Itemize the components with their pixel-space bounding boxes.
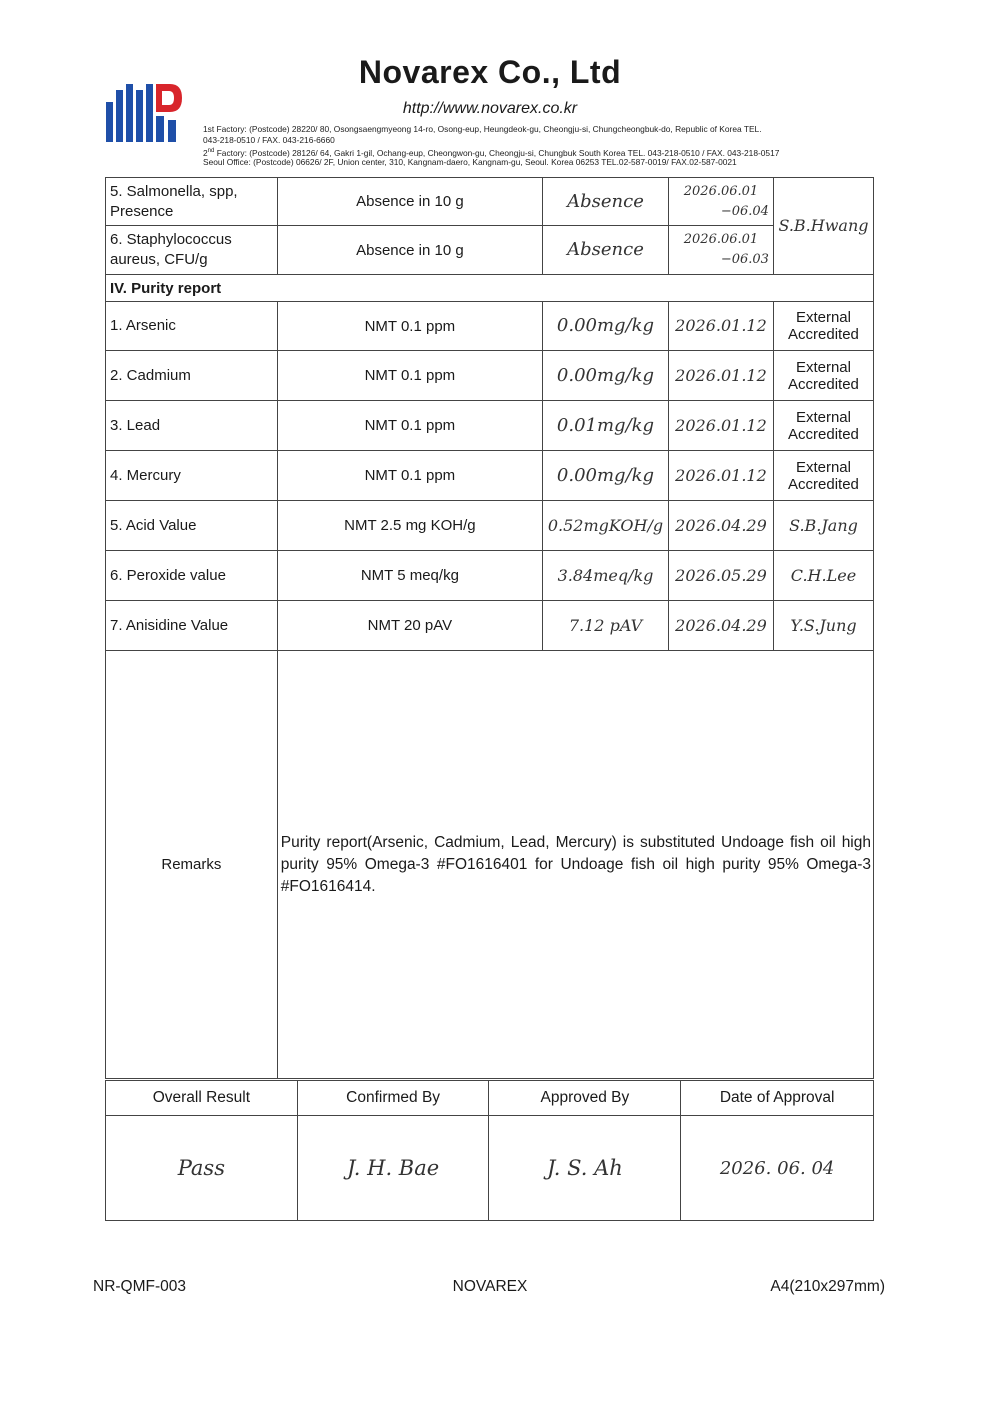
test-result: 7.12 pAV — [543, 601, 669, 651]
test-spec: Absence in 10 g — [277, 226, 542, 275]
table-row — [106, 178, 874, 226]
test-result: 3.84meq/kg — [543, 551, 669, 601]
section-title: IV. Purity report — [106, 275, 874, 302]
test-item: 5. Acid Value — [106, 501, 278, 551]
address-line-2: 043-218-0510 / FAX. 043-216-6660 — [203, 135, 335, 145]
test-result: 0.01mg/kg — [543, 401, 669, 451]
section-row — [106, 275, 874, 302]
table-row — [106, 302, 874, 351]
table-row — [106, 501, 874, 551]
tester: External Accredited — [773, 351, 873, 401]
approved-by-signature: J. S. Ah — [489, 1116, 681, 1221]
table-row — [106, 401, 874, 451]
test-date: 2026.06.01 −06.04 — [668, 178, 773, 226]
test-item: 2. Cadmium — [106, 351, 278, 401]
test-result: 0.00mg/kg — [543, 302, 669, 351]
approval-header-row — [106, 1081, 874, 1116]
tester-signature: S.B.Jang — [773, 501, 873, 551]
test-date: 2026.01.12 — [668, 401, 773, 451]
approval-value-row — [106, 1116, 874, 1221]
tester: External Accredited — [773, 451, 873, 501]
test-spec: NMT 20 pAV — [277, 601, 542, 651]
date-of-approval-header: Date of Approval — [681, 1081, 874, 1116]
address-line-1: 1st Factory: (Postcode) 28220/ 80, Osongsaengmyeong 14-ro, Osong-eup, Heungdeok-gu, Cheongju-si, Chungcheongbuk-do, Republic of Korea TEL. — [203, 124, 762, 134]
test-item: 7. Anisidine Value — [106, 601, 278, 651]
tester: External Accredited — [773, 302, 873, 351]
approved-by-header: Approved By — [489, 1081, 681, 1116]
tester-signature: Y.S.Jung — [773, 601, 873, 651]
test-result: 0.52mgKOH/g — [543, 501, 669, 551]
test-spec: NMT 2.5 mg KOH/g — [277, 501, 542, 551]
test-date: 2026.01.12 — [668, 302, 773, 351]
table-row — [106, 226, 874, 275]
confirmed-by-header: Confirmed By — [297, 1081, 489, 1116]
test-item: 1. Arsenic — [106, 302, 278, 351]
confirmed-by-signature: J. H. Bae — [297, 1116, 489, 1221]
remarks-text: Purity report(Arsenic, Cadmium, Lead, Mercury) is substituted Undoage fish oil high purity 95% Omega-3 #FO1616401 for Undoage fish oil high purity 95% Omega-3 #FO1616414. — [277, 651, 873, 1079]
tester-signature: C.H.Lee — [773, 551, 873, 601]
footer-form-code: NR-QMF-003 — [93, 1278, 187, 1295]
test-spec: NMT 0.1 ppm — [277, 451, 542, 501]
test-spec: NMT 0.1 ppm — [277, 302, 542, 351]
test-date: 2026.01.12 — [668, 351, 773, 401]
footer-brand: NOVAREX — [452, 1278, 528, 1295]
tester: External Accredited — [773, 401, 873, 451]
test-item: 5. Salmonella, spp, Presence — [106, 178, 278, 226]
tester-signature: S.B.Hwang — [773, 178, 873, 275]
test-date: 2026.04.29 — [668, 601, 773, 651]
test-date: 2026.05.29 — [668, 551, 773, 601]
remarks-row — [106, 651, 874, 1079]
test-item: 6. Staphylococcus aureus, CFU/g — [106, 226, 278, 275]
test-date: 2026.06.01 −06.03 — [668, 226, 773, 275]
test-result: Absence — [543, 178, 669, 226]
table-row — [106, 601, 874, 651]
remarks-label: Remarks — [106, 651, 278, 1079]
test-results-table — [105, 177, 874, 1079]
address-line-3: 2nd Factory: (Postcode) 28126/ 64, Gakri 1-gil, Ochang-eup, Cheongwon-gu, Cheongju-si, Chungbuk South Korea TEL. 043-218-0510 / FAX. 043-218-0517 — [203, 147, 780, 158]
test-date: 2026.04.29 — [668, 501, 773, 551]
test-item: 4. Mercury — [106, 451, 278, 501]
approval-table — [105, 1080, 874, 1221]
table-row — [106, 451, 874, 501]
test-spec: NMT 0.1 ppm — [277, 401, 542, 451]
table-row — [106, 551, 874, 601]
overall-result-header: Overall Result — [106, 1081, 298, 1116]
company-name: Novarex Co., Ltd — [358, 54, 622, 90]
company-url[interactable]: http://www.novarex.co.kr — [402, 100, 578, 117]
date-of-approval-value: 2026. 06. 04 — [681, 1116, 874, 1221]
test-item: 6. Peroxide value — [106, 551, 278, 601]
test-result: Absence — [543, 226, 669, 275]
test-date: 2026.01.12 — [668, 451, 773, 501]
test-spec: Absence in 10 g — [277, 178, 542, 226]
novarex-logo — [106, 80, 184, 144]
test-spec: NMT 5 meq/kg — [277, 551, 542, 601]
test-result: 0.00mg/kg — [543, 351, 669, 401]
test-spec: NMT 0.1 ppm — [277, 351, 542, 401]
footer-paper-size: A4(210x297mm) — [770, 1278, 885, 1295]
test-result: 0.00mg/kg — [543, 451, 669, 501]
table-row — [106, 351, 874, 401]
test-item: 3. Lead — [106, 401, 278, 451]
overall-result-value: Pass — [106, 1116, 298, 1221]
address-line-4: Seoul Office: (Postcode) 06626/ 2F, Union center, 310, Kangnam-daero, Kangnam-gu, Seoul. Korea 06253 TEL.02-587-0019/ FAX.02-587-0021 — [203, 157, 737, 167]
